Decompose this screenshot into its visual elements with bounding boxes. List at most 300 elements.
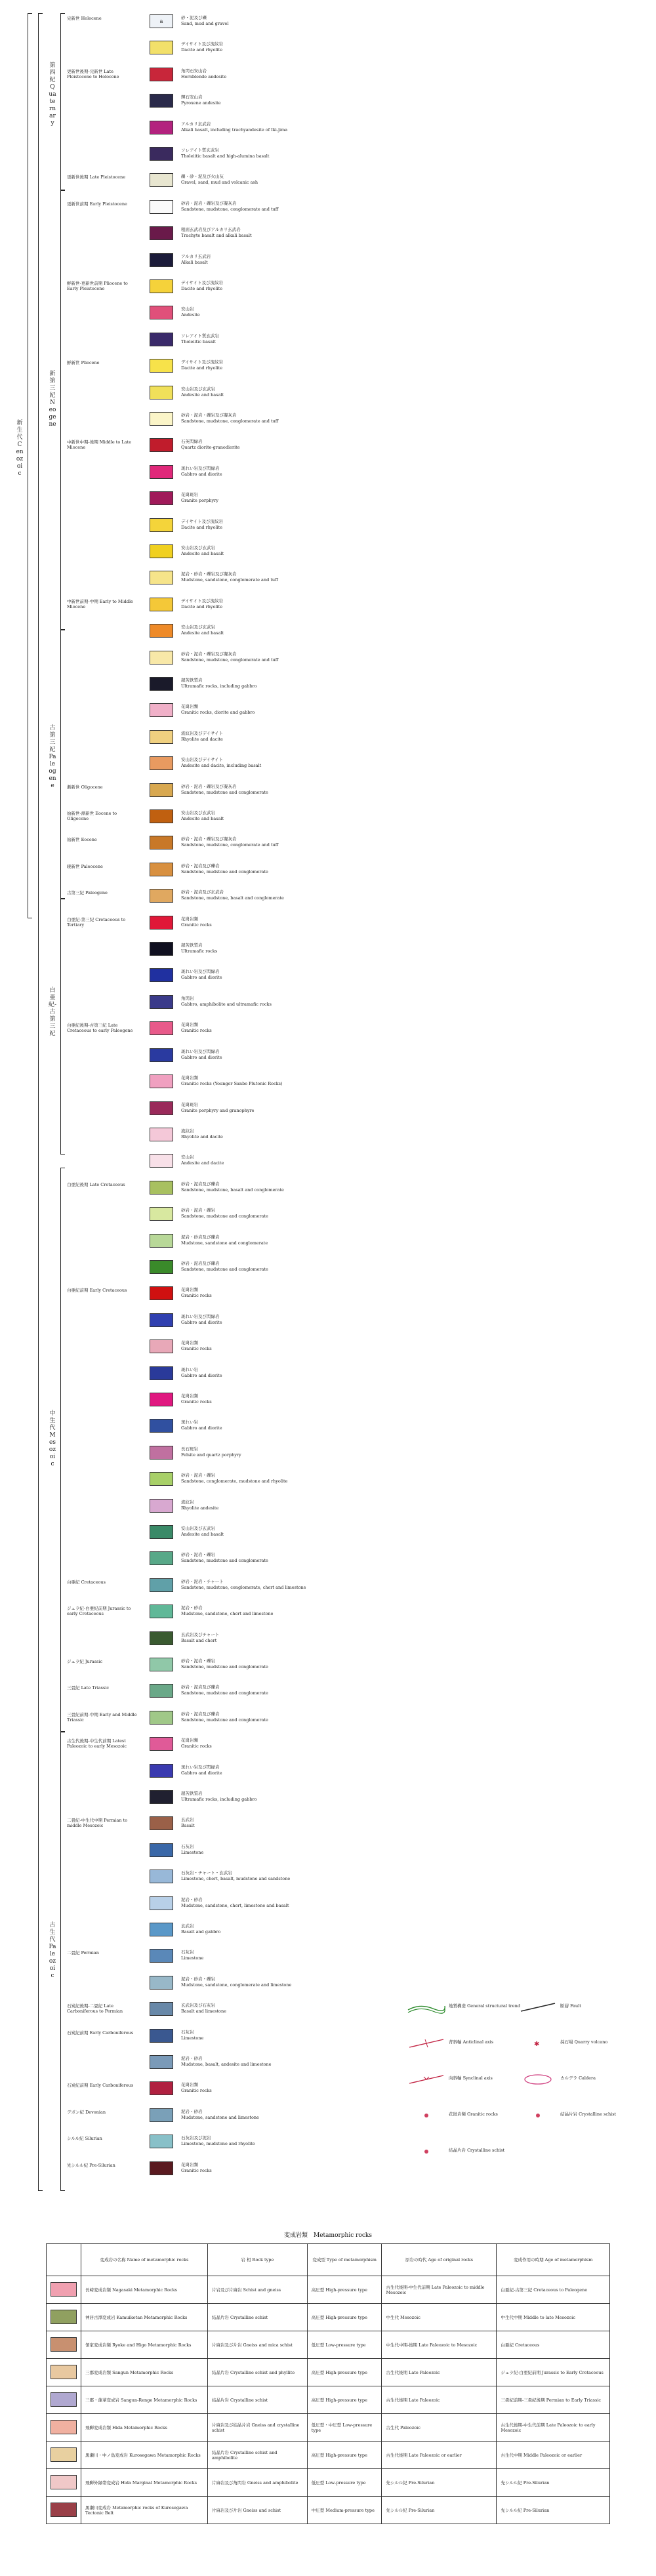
rock-desc-ja: 花崗岩類 xyxy=(181,1075,198,1081)
rock-swatch xyxy=(150,1764,173,1778)
rock-desc-ja: 斑れい岩及び閃緑岩 xyxy=(181,1048,220,1054)
rock-desc-en: Sandstone, mudstone, conglomerate and tuff xyxy=(181,657,279,663)
metamorphic-cell: 高圧型 High-pressure type xyxy=(307,2304,382,2331)
rock-desc-en: Rhyolite andesite xyxy=(181,1505,219,1511)
rock-swatch xyxy=(150,333,173,346)
anticline-icon xyxy=(407,2037,446,2050)
period-label: 完新世 Holocene xyxy=(67,16,102,21)
rock-desc-en: Gravel, sand, mud and volcanic ash xyxy=(181,180,258,186)
rock-desc-en: Granitic rocks xyxy=(181,2088,212,2094)
rock-swatch xyxy=(150,1048,173,1062)
rock-desc-ja: 斑れい岩及び閃緑岩 xyxy=(181,969,220,975)
rock-desc-ja: 流紋岩及びデイサイト xyxy=(181,730,224,736)
rock-desc-ja: 泥岩・砂岩 xyxy=(181,1605,203,1611)
period-label: 始新世 Eocene xyxy=(67,837,97,843)
rock-desc-en: Limestone, chert, basalt, mudstone and sandstone xyxy=(181,1876,291,1882)
rock-desc-en: Mudstone, basalt, andesite and limestone xyxy=(181,2061,272,2067)
rock-desc-en: Gabbro, amphibolite and ultramafic rocks xyxy=(181,1001,272,1007)
rock-desc-en: Gabbro and diorite xyxy=(181,1372,222,1378)
metamorphic-swatch-cell xyxy=(47,2331,81,2359)
header-name: 変成岩の名称 Name of metamorphic rocks xyxy=(81,2244,208,2276)
rock-desc-en: Hornblende andesite xyxy=(181,73,227,79)
rock-desc-ja: 石灰岩 xyxy=(181,1950,194,1955)
rock-desc-en: Sandstone, mudstone, basalt and conglomerate xyxy=(181,895,284,901)
rock-desc-ja: 砂岩・泥岩及び礫岩 xyxy=(181,1181,220,1187)
rock-swatch xyxy=(150,1234,173,1248)
rock-desc-en: Gabbro and diorite xyxy=(181,1770,222,1776)
rock-swatch xyxy=(150,1128,173,1141)
rock-desc-ja: 斑れい岩 xyxy=(181,1366,198,1372)
rock-desc-en: Granite porphyry xyxy=(181,498,218,504)
rock-swatch xyxy=(150,226,173,240)
rock-desc-ja: 安山岩及び玄武岩 xyxy=(181,1525,215,1531)
rock-desc-ja: 石灰岩 xyxy=(181,1843,194,1849)
rock-desc-ja: 泥岩・砂岩 xyxy=(181,2108,203,2114)
rock-swatch xyxy=(150,200,173,214)
metamorphic-row xyxy=(47,2442,610,2469)
rock-desc-ja: 角閃石安山岩 xyxy=(181,68,207,73)
metamorphic-table xyxy=(46,2243,610,2524)
metamorphic-cell: 高圧型 High-pressure type xyxy=(307,2276,382,2304)
rock-desc-en: Mudstone, sandstone, conglomerate and tuff xyxy=(181,577,278,583)
rock-desc-en: Andesite and basalt xyxy=(181,1531,224,1537)
rock-desc-en: Limestone xyxy=(181,1955,204,1961)
period-label: 白亜紀-第三紀 Cretaceous to Tertiary xyxy=(67,916,126,928)
metamorphic-row xyxy=(47,2386,610,2414)
metamorphic-cell: 三畳紀前期-三畳紀後期 Permian to Early Triassic xyxy=(497,2386,610,2414)
rock-desc-ja: 石灰岩及び泥岩 xyxy=(181,2135,211,2141)
era-bracket xyxy=(60,1732,61,2191)
rock-swatch xyxy=(150,703,173,717)
rock-swatch xyxy=(150,995,173,1009)
rock-swatch xyxy=(150,173,173,187)
metamorphic-cell: 片麻岩及び片岩 Gneiss and schist xyxy=(207,2497,307,2524)
metamorphic-swatch-cell xyxy=(47,2414,81,2442)
metamorphic-cell: 三郡・蓮華変成岩 Sangun-Renge Metamorphic Rocks xyxy=(81,2386,208,2414)
rock-swatch xyxy=(150,677,173,691)
metamorphic-cell: 先シルル紀 Pre-Silurian xyxy=(497,2469,610,2497)
rock-swatch xyxy=(150,783,173,797)
rock-swatch xyxy=(150,1790,173,1804)
rock-desc-en: Mudstone, sandstone, conglomerate and limestone xyxy=(181,1982,292,1988)
metamorphic-cell: 白亜紀 Cretaceous xyxy=(497,2331,610,2359)
metamorphic-cell: 領家変成岩類 Ryoke and Higo Metamorphic Rocks xyxy=(81,2331,208,2359)
metamorphic-cell: 結晶片岩 Crystalline schist xyxy=(207,2304,307,2331)
rock-desc-en: Sandstone, mudstone and conglomerate xyxy=(181,1717,268,1723)
rock-desc-en: Alkali basalt, including trachyandesite of Iki-jima xyxy=(181,127,288,133)
rock-desc-ja: 砂岩・泥岩及び礫岩 xyxy=(181,1260,220,1266)
dot3-icon xyxy=(407,2145,446,2158)
rock-desc-ja: 泥岩・砂岩 xyxy=(181,2055,203,2061)
rock-swatch xyxy=(150,1181,173,1195)
rock-swatch xyxy=(150,544,173,558)
rock-desc-en: Alkali basalt xyxy=(181,259,208,265)
rock-desc-en: Granitic rocks xyxy=(181,2167,212,2173)
rock-desc-ja: 花崗岩類 xyxy=(181,704,198,710)
symbol-label: 背斜軸 Anticlinal axis xyxy=(449,2039,494,2045)
dot2-icon xyxy=(518,2109,558,2122)
metamorphic-cell: 飛騨変成岩類 Hida Metamorphic Rocks xyxy=(81,2414,208,2442)
period-label: 二畳紀-中生代中期 Permian to middle Mesozoic xyxy=(67,1818,128,1829)
header-age-metamorphism: 変成作用の時期 Age of metamorphism xyxy=(497,2244,610,2276)
rock-desc-ja: 花崗岩類 xyxy=(181,1287,198,1293)
rock-desc-en: Limestone xyxy=(181,2035,204,2041)
rock-swatch xyxy=(150,1525,173,1539)
metamorphic-swatch xyxy=(51,2337,77,2352)
rock-desc-ja: デイサイト及び流紋岩 xyxy=(181,598,224,603)
rock-desc-ja: 超苦鉄質岩 xyxy=(181,678,203,684)
period-label: 更新世前期 Early Pleistocene xyxy=(67,201,127,207)
header-rock-type: 岩 相 Rock type xyxy=(207,2244,307,2276)
metamorphic-row xyxy=(47,2469,610,2497)
rock-desc-ja: 砂岩・泥岩・礫岩及び凝灰岩 xyxy=(181,413,237,419)
rock-swatch xyxy=(150,756,173,770)
rock-desc-ja: ソレアイト質玄武岩 xyxy=(181,148,219,153)
metamorphic-cell: 先シルル紀 Pre-Silurian xyxy=(382,2497,497,2524)
rock-desc-en: Sand, mud and gravel xyxy=(181,21,229,26)
metamorphic-swatch xyxy=(51,2475,77,2489)
metamorphic-cell: 中圧型 Medium-pressure type xyxy=(307,2497,382,2524)
rock-swatch xyxy=(150,279,173,293)
metamorphic-cell: 黒瀬川・中ノ島変成岩 Kurosegawa Metamorphic Rocks xyxy=(81,2442,208,2469)
rock-swatch xyxy=(150,1578,173,1592)
period-label: 三畳紀 Late Triassic xyxy=(67,1685,110,1691)
rock-desc-en: Mudstone, sandstone, chert and limestone xyxy=(181,1611,274,1617)
metamorphic-swatch-cell xyxy=(47,2276,81,2304)
rock-desc-en: Sandstone, mudstone and conglomerate xyxy=(181,1690,268,1696)
rock-swatch xyxy=(150,1260,173,1274)
rock-desc-en: Gabbro and diorite xyxy=(181,975,222,981)
rock-desc-en: Sandstone, conglomerate, mudstone and rhyolite xyxy=(181,1479,288,1484)
rock-desc-en: Sandstone, mudstone, conglomerate and tuff xyxy=(181,206,279,212)
rock-desc-en: Ultramafic rocks, including gabbro xyxy=(181,684,257,689)
rock-swatch xyxy=(150,624,173,638)
rock-swatch xyxy=(150,1816,173,1830)
rock-swatch xyxy=(150,1074,173,1088)
rock-desc-ja: 斑れい岩及び閃緑岩 xyxy=(181,1764,220,1770)
rock-desc-ja: 流紋岩 xyxy=(181,1499,194,1505)
era-label: 第四紀 Quaternary xyxy=(49,62,56,127)
rock-desc-en: Sandstone, mudstone, conglomerate and tuff xyxy=(181,419,279,424)
period-label: 更新世後期 Late Pleistocene xyxy=(67,174,126,180)
period-label: 古第三紀 Paleogene xyxy=(67,890,108,896)
rock-desc-ja: 安山岩及びデイサイト xyxy=(181,757,224,763)
period-label: 白亜紀前期 Early Cretaceous xyxy=(67,1288,127,1294)
metamorphic-cell: 先シルル紀 Pre-Silurian xyxy=(382,2469,497,2497)
rock-desc-ja: 玄武岩 xyxy=(181,1923,194,1929)
symbol-label: 花崗岩類 Granitic rocks xyxy=(449,2112,498,2117)
header-type: 変成型 Type of metamorphism xyxy=(307,2244,382,2276)
rock-swatch xyxy=(150,94,173,108)
metamorphic-swatch-cell xyxy=(47,2386,81,2414)
rock-desc-ja: 花崗岩類 xyxy=(181,2082,198,2088)
svg-text:✱: ✱ xyxy=(534,2041,540,2048)
metamorphic-cell: 古生代後期 Late Paleozoic xyxy=(382,2359,497,2386)
rock-swatch xyxy=(150,1207,173,1221)
rock-desc-ja: 玄武岩及びチャート xyxy=(181,1631,220,1637)
symbol-label: 向斜軸 Synclinal axis xyxy=(449,2075,493,2081)
rock-desc-en: Quartz diorite-granodiorite xyxy=(181,445,240,451)
header-age-original: 原岩の時代 Age of original rocks xyxy=(382,2244,497,2276)
rock-desc-ja: 長石斑岩 xyxy=(181,1446,198,1452)
rock-desc-en: Sandstone, mudstone and conglomerate xyxy=(181,1664,268,1669)
rock-desc-en: Sandstone, mudstone, conglomerate, chert and limestone xyxy=(181,1584,306,1590)
rock-swatch xyxy=(150,968,173,982)
rock-desc-ja: 花崗岩類 xyxy=(181,1738,198,1744)
rock-desc-ja: 砂岩・泥岩・チャート xyxy=(181,1578,224,1584)
rock-desc-en: Gabbro and diorite xyxy=(181,1319,222,1325)
era-label: 古第三紀 Paleogene xyxy=(49,725,56,789)
rock-desc-en: Granitic rocks xyxy=(181,1399,212,1404)
symbol-label: 結晶片岩 Crystalline schist xyxy=(449,2148,505,2153)
rock-desc-ja: 砂岩・泥岩・礫岩及び凝灰岩 xyxy=(181,651,237,657)
dot1-icon xyxy=(407,2109,446,2122)
rock-swatch xyxy=(150,1605,173,1618)
rock-desc-ja: 砂岩・泥岩・礫岩 xyxy=(181,1208,215,1214)
rock-desc-ja: アルカリ玄武岩 xyxy=(181,121,211,127)
rock-desc-ja: 流紋岩 xyxy=(181,1128,194,1134)
rock-desc-ja: 石灰岩 xyxy=(181,2029,194,2035)
metamorphic-cell: 高圧型 High-pressure type xyxy=(307,2386,382,2414)
rock-desc-en: Ultramafic rocks, including gabbro xyxy=(181,1796,257,1802)
metamorphic-swatch xyxy=(51,2503,77,2517)
rock-swatch xyxy=(150,916,173,930)
rock-desc-en: Granitic rocks xyxy=(181,1744,212,1749)
rock-desc-en: Trachyte basalt and alkali basalt xyxy=(181,233,252,239)
rock-swatch xyxy=(150,836,173,849)
rock-desc-ja: 玄武岩及び石灰岩 xyxy=(181,2003,215,2009)
rock-desc-ja: ソレアイト質玄武岩 xyxy=(181,333,219,338)
rock-desc-ja: 砂岩・泥岩・礫岩 xyxy=(181,1552,215,1558)
trend-icon xyxy=(407,2001,446,2014)
rock-desc-ja: 泥岩・砂岩 xyxy=(181,1896,203,1902)
rock-desc-en: Gabbro and diorite xyxy=(181,1054,222,1060)
period-label: 鮮新世-更新世前期 Pliocene to Early Pleistocene xyxy=(67,281,128,292)
rock-swatch xyxy=(150,1923,173,1936)
era-label: 古生代 Paleozoic xyxy=(49,1922,56,1979)
period-label: 二畳紀 Permian xyxy=(67,1950,99,1956)
period-label: ジュラ紀-白亜紀前期 Jurassic to early Cretaceous xyxy=(67,1606,131,1617)
rock-desc-ja: 斑れい岩及び閃緑岩 xyxy=(181,465,220,471)
period-label: 漸新世 Oligocene xyxy=(67,784,103,790)
rock-desc-ja: 石灰岩・チャート・玄武岩 xyxy=(181,1870,232,1876)
rock-swatch xyxy=(150,1870,173,1883)
rock-desc-en: Rhyolite and dacite xyxy=(181,1134,223,1139)
rock-desc-en: Mudstone, sandstone, chert, limestone and basalt xyxy=(181,1902,289,1908)
rock-desc-en: Sandstone, mudstone and conglomerate xyxy=(181,1558,268,1564)
rock-desc-en: Felsite and quartz porphyry xyxy=(181,1452,241,1458)
metamorphic-cell: 黒瀬川変成岩 Metamorphic rocks of Kurosegawa Tectonic Belt xyxy=(81,2497,208,2524)
rock-desc-ja: 安山岩 xyxy=(181,1155,194,1160)
rock-desc-en: Dacite and rhyolite xyxy=(181,286,223,292)
metamorphic-cell: 神居古潭変成岩 Kamuikotan Metamorphic Rocks xyxy=(81,2304,208,2331)
metamorphic-cell: 長崎変成岩類 Nagasaki Metamorphic Rocks xyxy=(81,2276,208,2304)
metamorphic-cell: 中生代 Mesozoic xyxy=(382,2304,497,2331)
rock-swatch xyxy=(150,1711,173,1725)
rock-swatch xyxy=(150,1843,173,1857)
rock-desc-en: Dacite and rhyolite xyxy=(181,47,223,53)
metamorphic-swatch xyxy=(51,2447,77,2462)
rock-desc-en: Limestone, mudstone and rhyolite xyxy=(181,2141,255,2147)
metamorphic-row xyxy=(47,2359,610,2386)
metamorphic-cell: 中生代中期-後期 Late Paleozoic to Mesozoic xyxy=(382,2331,497,2359)
metamorphic-cell: 片岩及び片麻岩 Schist and gneiss xyxy=(207,2276,307,2304)
metamorphic-swatch-cell xyxy=(47,2442,81,2469)
rock-desc-ja: 角閃岩 xyxy=(181,995,194,1001)
metamorphic-cell: 片麻岩及び結晶片岩 Gneiss and crystalline schist xyxy=(207,2414,307,2442)
rock-swatch xyxy=(150,1551,173,1565)
metamorphic-swatch xyxy=(51,2365,77,2379)
rock-swatch xyxy=(150,1976,173,1990)
rock-swatch xyxy=(150,1684,173,1698)
rock-swatch xyxy=(150,121,173,134)
rock-swatch xyxy=(150,1366,173,1380)
era-label: 新第三紀 Neogene xyxy=(49,371,56,428)
rock-swatch xyxy=(150,809,173,823)
metamorphic-row xyxy=(47,2304,610,2331)
rock-swatch xyxy=(150,1419,173,1433)
metamorphic-cell: ジュラ紀-白亜紀前期 Jurassic to Early Cretaceous xyxy=(497,2359,610,2386)
rock-swatch: a xyxy=(150,14,173,28)
metamorphic-cell: 三郡変成岩類 Sangun Metamorphic Rocks xyxy=(81,2359,208,2386)
rock-desc-ja: 砂岩・泥岩・礫岩及び凝灰岩 xyxy=(181,836,237,842)
rock-desc-ja: 安山岩及び玄武岩 xyxy=(181,624,215,630)
rock-desc-en: Andesite and dacite xyxy=(181,1160,224,1166)
caldera-icon xyxy=(518,2073,558,2086)
rock-desc-ja: デイサイト及び流紋岩 xyxy=(181,41,224,47)
rock-desc-ja: 砂岩・泥岩及び玄武岩 xyxy=(181,889,224,895)
rock-desc-en: Sandstone, mudstone and conglomerate xyxy=(181,869,268,874)
metamorphic-header-row xyxy=(47,2244,610,2276)
symbol-label: 結晶片岩 Crystalline schist xyxy=(560,2112,617,2117)
rock-desc-en: Granitic rocks xyxy=(181,1293,212,1299)
rock-desc-en: Andesite and basalt xyxy=(181,551,224,557)
metamorphic-swatch xyxy=(51,2310,77,2324)
rock-desc-en: Granitic rocks xyxy=(181,922,212,928)
rock-desc-ja: 花崗岩類 xyxy=(181,1022,198,1028)
rock-swatch xyxy=(150,1472,173,1486)
rock-desc-ja: 花崗斑岩 xyxy=(181,492,198,498)
era-bracket xyxy=(60,1168,61,1732)
metamorphic-cell: 中生代中期 Middle to late Mesozoic xyxy=(497,2304,610,2331)
rock-desc-ja: 斑れい岩 xyxy=(181,1420,198,1425)
metamorphic-swatch-cell xyxy=(47,2469,81,2497)
rock-desc-en: Basalt and chert xyxy=(181,1637,217,1643)
rock-desc-en: Andesite and dacite, including basalt xyxy=(181,763,262,769)
metamorphic-swatch xyxy=(51,2392,77,2407)
rock-desc-en: Dacite and rhyolite xyxy=(181,365,223,371)
rock-swatch xyxy=(150,1154,173,1168)
symbol-label: 断層 Fault xyxy=(560,2003,581,2009)
period-label: 中新世中期-後期 Middle to Late Miocene xyxy=(67,440,132,451)
rock-swatch xyxy=(150,68,173,81)
metamorphic-cell: 白亜紀-古第三紀 Cretaceous to Paleogene xyxy=(497,2276,610,2304)
metamorphic-cell: 片麻岩及び片岩 Gneiss and mica schist xyxy=(207,2331,307,2359)
rock-desc-en: Tholeiitic basalt xyxy=(181,338,216,344)
metamorphic-cell: 古生代 Paleozoic xyxy=(382,2414,497,2442)
rock-swatch xyxy=(150,942,173,956)
metamorphic-cell: 古生代後期 Late Paleozoic xyxy=(382,2386,497,2414)
era-bracket xyxy=(60,630,61,899)
period-label: 石炭紀前期 Early Carboniferous xyxy=(67,2030,134,2035)
rock-desc-ja: 粗面玄武岩及びアルカリ玄武岩 xyxy=(181,227,241,233)
period-label: 古生代後期-中生代前期 Latest Paleozoic to early Mesozoic xyxy=(67,1738,127,1749)
rock-desc-en: Andesite xyxy=(181,312,200,318)
rock-swatch xyxy=(150,1313,173,1327)
metamorphic-row xyxy=(47,2414,610,2442)
period-label: 更新世後期-完新世 Late Pleistocene to Holocene xyxy=(67,68,119,79)
metamorphic-cell: 片麻岩及び角閃岩 Gneiss and amphibolite xyxy=(207,2469,307,2497)
rock-desc-ja: 輝石安山岩 xyxy=(181,94,203,100)
metamorphic-swatch-cell xyxy=(47,2359,81,2386)
rock-desc-en: Sandstone, mudstone and conglomerate xyxy=(181,1214,268,1219)
rock-desc-ja: 砂岩・泥岩・礫岩及び凝灰岩 xyxy=(181,200,237,206)
rock-desc-en: Dacite and rhyolite xyxy=(181,524,223,530)
metamorphic-cell: 結晶片岩 Crystalline schist and amphibolite xyxy=(207,2442,307,2469)
rock-swatch xyxy=(150,2055,173,2069)
period-label: 鮮新世 Pliocene xyxy=(67,360,100,366)
volcano-icon xyxy=(518,2037,558,2050)
era-label: 白亜紀-古第三紀 xyxy=(49,987,57,1037)
rock-swatch xyxy=(150,651,173,664)
rock-desc-ja: 砂岩・泥岩及び礫岩 xyxy=(181,1711,220,1717)
period-label: 白亜紀後期-古第三紀 Late Cretaceous to early Paleogene xyxy=(67,1023,133,1034)
rock-desc-en: Dacite and rhyolite xyxy=(181,603,223,609)
rock-desc-ja: 砂岩・泥岩・礫岩 xyxy=(181,1473,215,1479)
rock-desc-en: Sandstone, mudstone, basalt and conglomerate xyxy=(181,1187,284,1193)
rock-desc-en: Mudstone, sandstone and limestone xyxy=(181,2114,259,2120)
rock-desc-en: Gabbro and diorite xyxy=(181,471,222,477)
rock-desc-en: Gabbro and diorite xyxy=(181,1425,222,1431)
rock-desc-ja: 砂・泥及び礫 xyxy=(181,15,207,20)
rock-desc-en: Granitic rocks (Younger Sanbe Plutonic Rocks) xyxy=(181,1081,283,1087)
rock-swatch xyxy=(150,306,173,319)
rock-desc-en: Tholeiitic basalt and high-alumina basalt xyxy=(181,153,270,159)
rock-desc-ja: 砂岩・泥岩・礫岩及び凝灰岩 xyxy=(181,783,237,789)
rock-desc-ja: 泥岩・砂岩・礫岩 xyxy=(181,1976,215,1982)
metamorphic-cell: 結晶片岩 Crystalline schist xyxy=(207,2386,307,2414)
rock-swatch xyxy=(150,598,173,611)
rock-desc-en: Granitic rocks, diorite and gabbro xyxy=(181,710,255,716)
rock-swatch xyxy=(150,1737,173,1751)
rock-desc-en: Andesite and basalt xyxy=(181,392,224,398)
metamorphic-row xyxy=(47,2497,610,2524)
rock-desc-ja: デイサイト及び流紋岩 xyxy=(181,280,224,286)
rock-desc-en: Basalt and gabbro xyxy=(181,1929,221,1934)
rock-desc-ja: デイサイト及び流紋岩 xyxy=(181,359,224,365)
metamorphic-swatch xyxy=(51,2420,77,2434)
rock-swatch xyxy=(150,863,173,876)
rock-swatch xyxy=(150,1101,173,1115)
rock-swatch xyxy=(150,1286,173,1300)
rock-desc-ja: 泥岩・砂岩・礫岩及び凝灰岩 xyxy=(181,571,237,577)
rock-desc-en: Sandstone, mudstone and conglomerate xyxy=(181,789,268,795)
rock-swatch xyxy=(150,1631,173,1645)
rock-desc-ja: デイサイト及び流紋岩 xyxy=(181,518,224,524)
rock-desc-ja: 安山岩及び玄武岩 xyxy=(181,810,215,816)
period-label: 始新世-漸新世 Eocene to Oligocene xyxy=(67,811,117,822)
metamorphic-cell: 先シルル紀 Pre-Silurian xyxy=(497,2497,610,2524)
rock-desc-en: Sandstone, mudstone and conglomerate xyxy=(181,1266,268,1272)
rock-swatch xyxy=(150,2002,173,2016)
rock-desc-en: Andesite and basalt xyxy=(181,816,224,822)
rock-desc-ja: 斑れい岩及び閃緑岩 xyxy=(181,1313,220,1319)
metamorphic-cell: 低圧型・中圧型 Low-pressure type xyxy=(307,2414,382,2442)
rock-swatch xyxy=(150,465,173,479)
metamorphic-cell: 古生代後期 Late Paleozoic or earlier xyxy=(382,2442,497,2469)
rock-swatch xyxy=(150,1949,173,1963)
rock-swatch xyxy=(150,386,173,399)
